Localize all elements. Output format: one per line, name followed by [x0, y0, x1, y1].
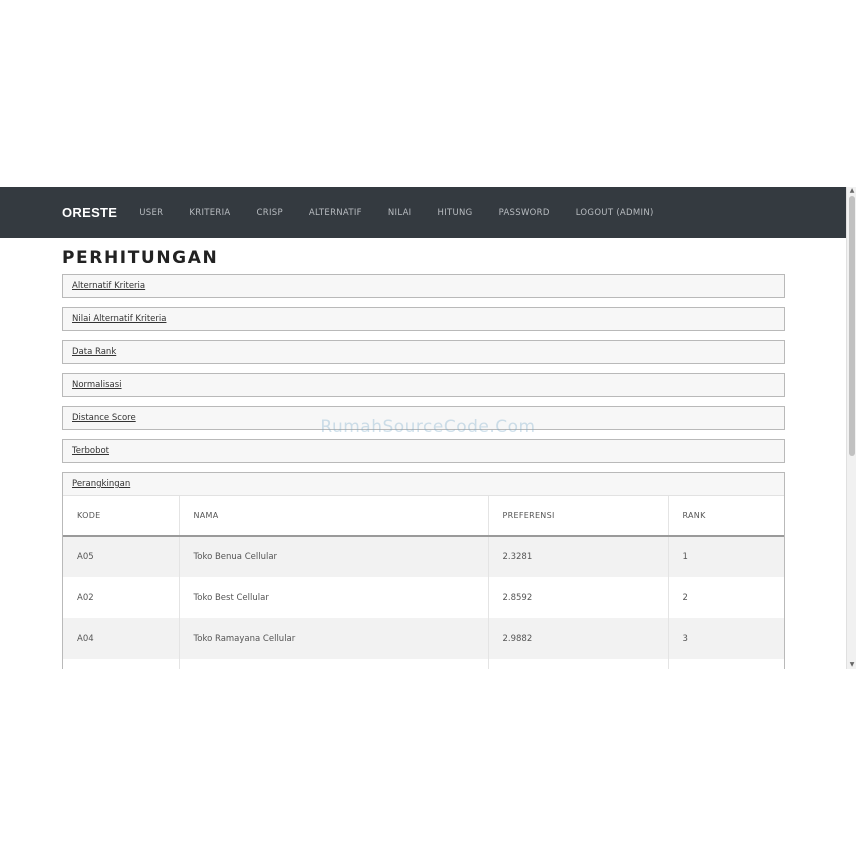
main-content: [62, 238, 785, 669]
nav-item-crisp[interactable]: CRISP: [256, 207, 283, 218]
cell-rank: 3: [668, 618, 784, 659]
panel-normalisasi: [62, 373, 785, 397]
cell-rank: 2: [668, 577, 784, 618]
nav-item-alternatif[interactable]: ALTERNATIF: [308, 207, 362, 218]
panel-link-alternatif-kriteria[interactable]: Alternatif Kriteria: [72, 281, 146, 291]
brand-link[interactable]: ORESTE: [62, 205, 118, 220]
nav-item-user[interactable]: USER: [139, 207, 164, 218]
panel-distance-score: [62, 406, 785, 430]
panel-alternatif-kriteria: [62, 274, 785, 298]
watermark: RumahSourceCode.Com: [320, 417, 536, 437]
navbar: [0, 187, 846, 238]
nav-item-hitung[interactable]: HITUNG: [437, 207, 473, 218]
cell-nama: [179, 659, 488, 669]
cell-preferensi: 2.3281: [488, 536, 668, 577]
nav-item-nilai[interactable]: NILAI: [387, 207, 412, 218]
panel-head-perangkingan: [63, 473, 784, 496]
table-row: [63, 536, 784, 577]
panel-nilai-alternatif-kriteria: [62, 307, 785, 331]
panel-link-perangkingan[interactable]: Perangkingan: [72, 479, 131, 489]
cell-preferensi: [488, 659, 668, 669]
cell-kode: A02: [63, 577, 179, 618]
arrow-up-icon[interactable]: ▲: [849, 187, 855, 194]
scrollbar-thumb[interactable]: [849, 196, 855, 456]
panel-link-distance-score[interactable]: Distance Score: [72, 413, 136, 423]
cell-rank: [668, 659, 784, 669]
table-row: [63, 659, 784, 669]
cell-nama: Toko Benua Cellular: [179, 536, 488, 577]
table-row: [63, 618, 784, 659]
column-header-nama: NAMA: [179, 496, 488, 536]
cell-preferensi: 2.8592: [488, 577, 668, 618]
panel-link-normalisasi[interactable]: Normalisasi: [72, 380, 122, 390]
browser-viewport: [0, 187, 856, 669]
panel-link-terbobot[interactable]: Terbobot: [72, 446, 109, 456]
column-header-kode: KODE: [63, 496, 179, 536]
cell-kode: A05: [63, 536, 179, 577]
ranking-table: [63, 496, 784, 669]
cell-kode: [63, 659, 179, 669]
nav-item-password[interactable]: PASSWORD: [498, 207, 550, 218]
panel-perangkingan: [62, 472, 785, 669]
cell-kode: A04: [63, 618, 179, 659]
cell-rank: 1: [668, 536, 784, 577]
column-header-preferensi: PREFERENSI: [488, 496, 668, 536]
arrow-down-icon[interactable]: ▼: [849, 661, 855, 668]
panel-terbobot: [62, 439, 785, 463]
table-header-row: [63, 496, 784, 536]
page-title: PERHITUNGAN: [62, 248, 219, 268]
cell-preferensi: 2.9882: [488, 618, 668, 659]
panel-data-rank: [62, 340, 785, 364]
nav-item-logout[interactable]: LOGOUT (ADMIN): [575, 207, 654, 218]
nav-item-kriteria[interactable]: KRITERIA: [189, 207, 231, 218]
panel-link-nilai-alternatif-kriteria[interactable]: Nilai Alternatif Kriteria: [72, 314, 167, 324]
table-row: [63, 577, 784, 618]
panel-link-data-rank[interactable]: Data Rank: [72, 347, 117, 357]
cell-nama: Toko Ramayana Cellular: [179, 618, 488, 659]
vertical-scrollbar[interactable]: [846, 187, 856, 669]
column-header-rank: RANK: [668, 496, 784, 536]
cell-nama: Toko Best Cellular: [179, 577, 488, 618]
